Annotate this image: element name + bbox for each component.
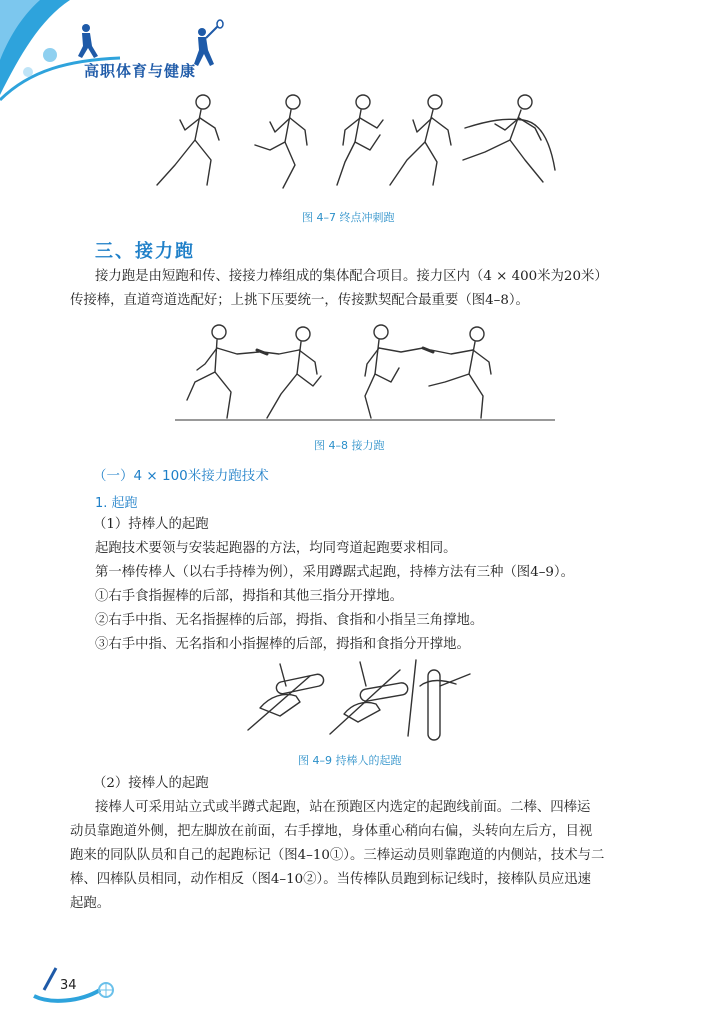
athlete-icon — [78, 24, 98, 58]
figure-baton-grips — [240, 656, 480, 744]
page-number: 34 — [60, 978, 77, 993]
intro-line-1: 接力跑是由短跑和传、接接力棒组成的集体配合项目。接力区内（4 × 400米为20米） — [95, 269, 608, 284]
figure-relay-pass — [175, 320, 555, 428]
part1-line-2: 第一棒传棒人（以右手持棒为例），采用蹲踞式起跑，持棒方法有三种（图4–9）。 — [95, 565, 575, 580]
part2-line-1: 接棒人可采用站立式或半蹲式起跑，站在预跑区内选定的起跑线前面。二棒、四棒运 — [95, 800, 591, 815]
figure-caption-4-9: 图 4–9 持棒人的起跑 — [298, 754, 402, 767]
part1-title: （1）持棒人的起跑 — [93, 517, 209, 532]
section-title-relay: 三、接力跑 — [95, 241, 195, 262]
part1-line-3: ①右手食指握棒的后部，拇指和其他三指分开撑地。 — [95, 589, 403, 604]
part2-line-3: 跑来的同队队员和自己的起跑标记（图4–10①）。三棒运动员则靠跑道的内侧站，技术与二 — [70, 848, 605, 863]
figure-caption-4-8: 图 4–8 接力跑 — [314, 439, 385, 452]
part2-line-4: 棒、四棒队员相同，动作相反（图4–10②）。当传棒队员跑到标记线时，接棒队员应迅速 — [70, 872, 592, 887]
part2-line-2: 动员靠跑道外侧，把左脚放在前面，右手撑地，身体重心稍向右偏，头转向左后方，目视 — [70, 824, 593, 839]
badminton-player-icon — [194, 20, 223, 66]
subsection-title: （一）4 × 100米接力跑技术 — [93, 468, 269, 484]
book-title: 高职体育与健康 — [84, 62, 197, 80]
part2-line-5: 起跑。 — [70, 896, 111, 911]
figure-finish-sprint — [145, 90, 565, 200]
intro-line-2: 传接棒，直道弯道选配好；上挑下压要统一，传接默契配合最重要（图4–8）。 — [70, 293, 529, 308]
item-title-start: 1. 起跑 — [95, 496, 138, 511]
part1-line-1: 起跑技术要领与安装起跑器的方法，均同弯道起跑要求相同。 — [95, 541, 457, 556]
part1-line-4: ②右手中指、无名指握棒的后部，拇指、食指和小指呈三角撑地。 — [95, 613, 484, 628]
figure-caption-4-7: 图 4–7 终点冲刺跑 — [302, 211, 395, 224]
part2-title: （2）接棒人的起跑 — [93, 776, 209, 791]
part1-line-5: ③右手中指、无名指和小指握棒的后部，拇指和食指分开撑地。 — [95, 637, 470, 652]
